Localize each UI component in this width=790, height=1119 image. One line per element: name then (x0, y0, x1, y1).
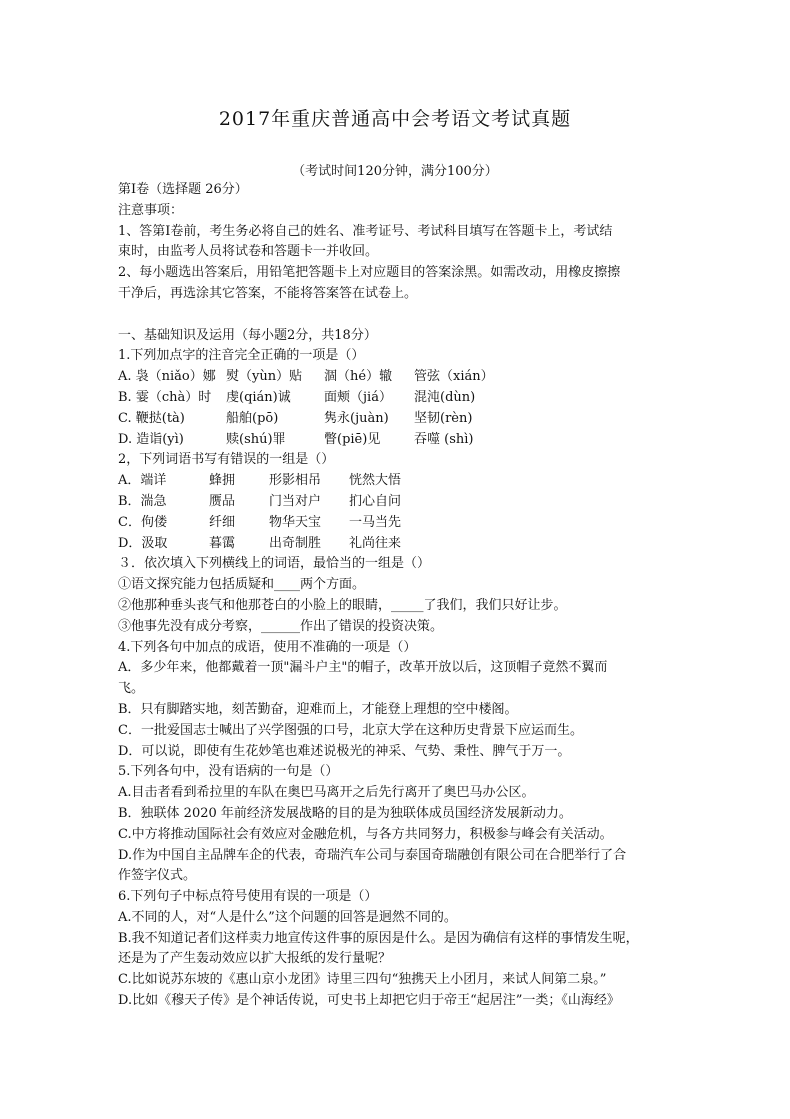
option-cell: 虔(qián)诚 (226, 389, 291, 405)
option-cell: 涸（hé）辙 (324, 369, 393, 385)
option-cell: 赝品 (209, 493, 236, 509)
note-line: 束时，由监考人员将试卷和答题卡一并收回。 (118, 244, 379, 260)
option-cell: 恍然大悟 (349, 473, 402, 489)
option-cell: 混沌(dùn) (414, 389, 476, 405)
option-cell: 吞噬 (shì) (414, 431, 474, 447)
option-cell: B．湍急 (118, 493, 167, 509)
question-line: ①语文探究能力包括质疑和____两个方面。 (118, 577, 366, 593)
option-cell: 蜂拥 (209, 473, 236, 489)
option-cell: 纤细 (209, 514, 236, 530)
option-cell: 物华天宝 (269, 514, 322, 530)
section-title: 一、基础知识及运用（每小题2分，共18分） (118, 327, 377, 343)
option-cell: 暮霭 (209, 535, 236, 551)
question-line: 作签字仪式。 (118, 868, 197, 884)
option-cell: 坚韧(rèn) (414, 410, 473, 426)
note-line: 干净后，再选涂其它答案，不能将答案答在试卷上。 (118, 285, 418, 301)
option-cell: 瞥(piē)见 (324, 431, 381, 447)
option-cell: 隽永(juàn) (324, 410, 389, 426)
question-line: ②他那种垂头丧气和他那苍白的小脸上的眼睛，_____了我们，我们只好让步。 (118, 597, 567, 613)
question-line: A．多少年来，他都戴着一顶"漏斗户主"的帽子，改革开放以后，这顶帽子竟然不翼而 (118, 660, 608, 676)
note-line: 2、每小题选出答案后，用铅笔把答题卡上对应题目的答案涂黑。如需改动，用橡皮擦擦 (118, 265, 621, 281)
option-row (118, 430, 673, 451)
question-line: C.比如说苏东坡的《惠山京小龙团》诗里三四句“独携天上小团月，来试人间第二泉。” (118, 972, 607, 988)
exam-subtitle: （考试时间120分钟，满分100分） (292, 164, 498, 179)
option-cell: 形影相吊 (269, 473, 322, 489)
question-line: B．独联体 2020 年前经济发展战略的目的是为独联体成员国经济发展新动力。 (118, 805, 572, 821)
blank-line (118, 305, 673, 326)
question-line: D．可以说，即使有生花妙笔也难述说极光的神采、气势、秉性、脾气于万一。 (118, 743, 571, 759)
option-cell: C. 鞭挞(tà) (118, 410, 185, 426)
option-cell: 扪心自问 (349, 493, 402, 509)
question-stem: 1.下列加点字的注音完全正确的一项是（） (118, 348, 365, 364)
option-cell: B. 霎（chà）时 (118, 389, 212, 405)
option-cell: D．汲取 (118, 535, 168, 551)
question-line: B．只有脚踏实地，刻苦勤奋，迎难而上，才能登上理想的空中楼阁。 (118, 701, 518, 717)
option-row (118, 388, 673, 409)
question-line: C.中方将推动国际社会有效应对金融危机，与各方共同努力，积极参与峰会有关活动。 (118, 826, 613, 842)
option-cell: C．佝偻 (118, 514, 167, 530)
question-line: D.作为中国自主品牌车企的代表，奇瑞汽车公司与泰国奇瑞融创有限公司在合肥举行了合 (118, 847, 627, 863)
option-row (118, 534, 673, 555)
option-cell: D. 造诣(yì) (118, 431, 184, 447)
question-stem: 4.下列各句中加点的成语，使用不准确的一项是（） (118, 639, 417, 655)
option-cell: 熨（yùn）贴 (226, 369, 303, 385)
question-stem: 5.下列各句中，没有语病的一句是（） (118, 764, 339, 780)
page-title: 2017年重庆普通高中会考语文考试真题 (218, 108, 572, 130)
option-cell: 船舶(pō) (226, 410, 279, 426)
option-cell: 出奇制胜 (269, 535, 322, 551)
option-cell: 一马当先 (349, 514, 402, 530)
option-row (118, 409, 673, 430)
notes-header: 注意事项： (118, 202, 184, 218)
question-stem: 6.下列句子中标点符号使用有误的一项是（） (118, 889, 378, 905)
option-row (118, 367, 673, 388)
option-cell: A. 袅（niǎo）娜 (118, 369, 216, 385)
option-cell: 面颊（jiá） (324, 389, 392, 405)
option-cell: 礼尚往来 (349, 535, 402, 551)
question-stem: ３．依次填入下列横线上的词语，最恰当的一组是（） (118, 556, 431, 572)
question-line: D.比如《穆天子传》是个神话传说，可史书上却把它归于帝王“起居注”一类；《山海经》 (118, 993, 620, 1009)
question-line: A.不同的人，对“人是什么”这个问题的回答是迥然不同的。 (118, 909, 457, 925)
question-line: 还是为了产生轰动效应以扩大报纸的发行量呢？ (118, 951, 392, 967)
option-cell: A．端详 (118, 473, 167, 489)
question-line: C．一批爱国志士喊出了兴学图强的口号，北京大学在这种历史背景下应运而生。 (118, 722, 583, 738)
question-line: B.我不知道记者们这样卖力地宣传这件事的原因是什么。是因为确信有这样的事情发生呢， (118, 930, 639, 946)
question-line: 飞。 (118, 681, 145, 697)
option-cell: 门当对户 (269, 493, 322, 509)
option-cell: 赎(shú)罪 (226, 431, 286, 447)
note-line: 1、答第Ⅰ卷前，考生务必将自己的姓名、准考证号、考试科目填写在答题卡上，考试结 (118, 223, 613, 239)
option-row (118, 471, 673, 492)
question-stem: 2，下列词语书写有错误的一组是（） (118, 452, 335, 468)
option-row (118, 513, 673, 534)
question-line: ③他事先没有成分考察，______作出了错误的投资决策。 (118, 618, 444, 634)
volume-header: 第Ⅰ卷（选择题 26分） (118, 182, 248, 197)
option-cell: 管弦（xián） (414, 369, 494, 385)
question-line: A.目击者看到希拉里的车队在奥巴马离开之后先行离开了奥巴马办公区。 (118, 785, 535, 801)
option-row (118, 492, 673, 513)
exam-content (118, 180, 673, 1012)
